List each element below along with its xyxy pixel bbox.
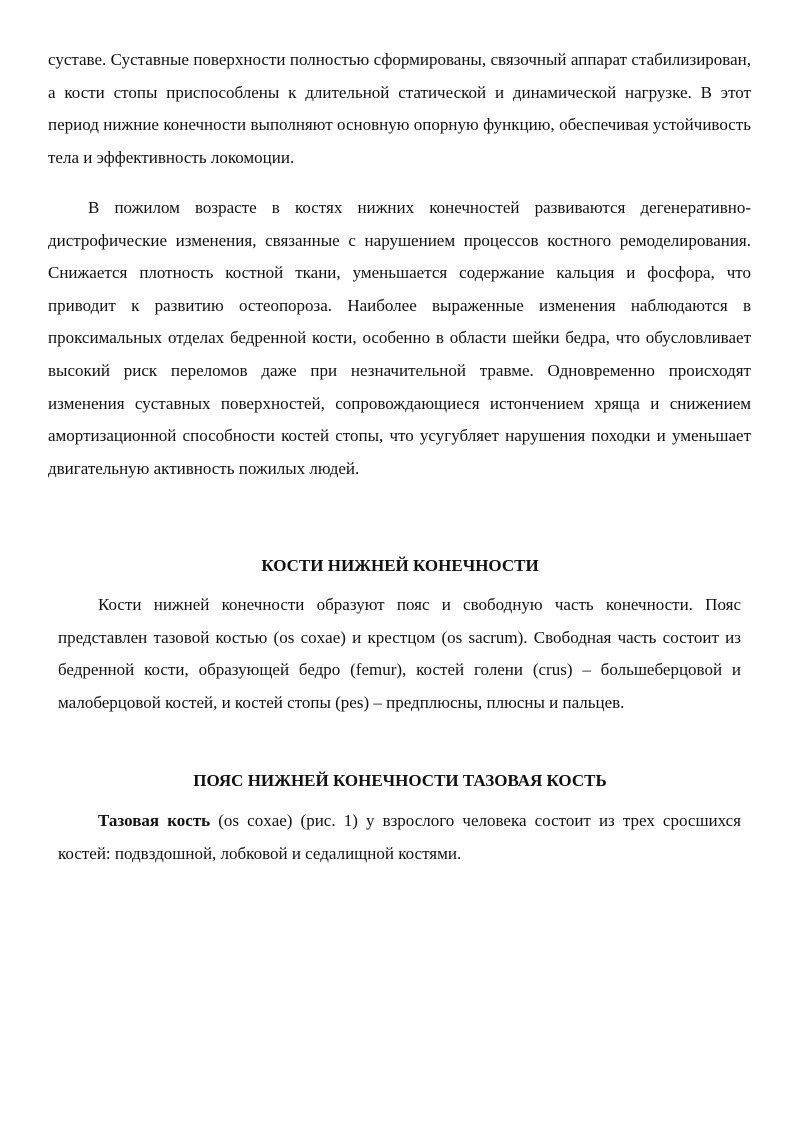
section-heading-lower-limb-bones: КОСТИ НИЖНЕЙ КОНЕЧНОСТИ — [261, 556, 539, 576]
paragraph-adult-limbs: суставе. Суставные поверхности полностью сформированы, связочный аппарат стабилизирован, а кости стопы приспособлены к длительной статической и динамической нагрузке. В этот период нижние конечности выполняют основную опорную функцию, обеспечивая устойчивость тела и эффективность локомоции. — [48, 50, 751, 167]
paragraph-elderly-changes: В пожилом возрасте в костях нижних конечностей развиваются дегенеративно-дистрофические изменения, связанные с нарушением процессов костного ремоделирования. Снижается плотность костной ткани, уменьшается содержание кальция и фосфора, что приводит к развитию остеопороза. Наиболее выраженные изменения наблюдаются в проксимальных отделах бедренной кости, особенно в области шейки бедра, что обусловливает высокий риск переломов даже при незначительной травме. Одновременно происходят изменения суставных поверхностей, сопровождающиеся истончением хряща и снижением амортизационной способности костей стопы, что усугубляет нарушения походки и уменьшает двигательную активность пожилых людей. — [48, 198, 751, 478]
pelvic-bone-description: (os coxae) (рис. 1) у взрослого человека состоит из трех сросшихся костей: подвздошной, лобковой и седалищной костями. — [58, 811, 742, 863]
paragraph-pelvic-bone — [58, 805, 741, 870]
paragraph-lower-limb-overview: Кости нижней конечности образуют пояс и свободную часть конечности. Пояс представлен тазовой костью (os coxae) и крестцом (os sacrum). Свободная часть состоит из бедренной кости, образующей бедро (femur), костей голени (crus) – большеберцовой и малоберцовой костей, и костей стопы (pes) – предплюсны, плюсны и пальцев. — [58, 595, 741, 712]
section-heading-pelvic-girdle: ПОЯС НИЖНЕЙ КОНЕЧНОСТИ ТАЗОВАЯ КОСТЬ — [193, 771, 607, 791]
term-pelvic-bone: Тазовая кость — [98, 811, 211, 830]
